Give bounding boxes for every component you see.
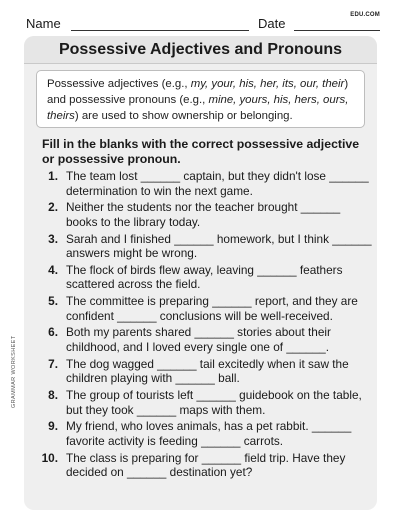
question-text: Both my parents shared ______ stories about their childhood, and I loved every single one of ______.: [66, 325, 331, 355]
question-number: 1.: [48, 169, 58, 183]
question-item[interactable]: [32, 325, 372, 356]
title-bar: [24, 36, 377, 64]
question-item[interactable]: [32, 232, 372, 263]
question-number: 9.: [48, 419, 58, 434]
question-text: The class is preparing for ______ field trip. Have they decided on ______ destination yet?: [66, 450, 346, 480]
question-item[interactable]: [32, 388, 372, 419]
intro-text-2: ) and possessive pronouns (e.g.,: [47, 78, 349, 106]
question-text: Neither the students nor the teacher brought ______ books to the library today.: [66, 200, 341, 229]
intro-text-3: ) are used to show ownership or belonging.: [74, 110, 293, 122]
name-line[interactable]: [71, 30, 249, 31]
question-item[interactable]: [32, 357, 372, 388]
date-line[interactable]: [294, 30, 380, 31]
brand-logo: EDU.COM: [350, 12, 380, 18]
intro-box: [36, 70, 365, 128]
question-text: My friend, who loves animals, has a pet rabbit. ______ favorite activity is feeding ______ carrots.: [66, 419, 352, 448]
question-number: 8.: [48, 388, 58, 403]
question-text: The flock of birds flew away, leaving ______ feathers scattered across the field.: [66, 262, 343, 292]
worksheet-panel: [24, 36, 377, 510]
intro-examples-pronouns: mine, yours, his, hers, ours, theirs: [47, 94, 349, 122]
question-item[interactable]: [32, 419, 372, 450]
name-label: Name: [26, 16, 61, 31]
intro-examples-adjectives: my, your, his, her, its, our, their: [190, 78, 345, 90]
question-item[interactable]: [32, 294, 372, 325]
question-number: 7.: [48, 356, 58, 371]
instructions: Fill in the blanks with the correct possessive adjective or possessive pronoun.: [42, 137, 360, 166]
question-text: The team lost ______ captain, but they didn't lose ______ determination to win the next game.: [66, 169, 369, 198]
question-number: 10.: [41, 450, 58, 465]
question-number: 5.: [48, 294, 58, 309]
page-title: Possessive Adjectives and Pronouns: [58, 41, 343, 58]
question-text: The group of tourists left ______ guidebook on the table, but they took ______ maps with them.: [66, 388, 362, 417]
question-item[interactable]: [32, 200, 372, 231]
header-bar: [26, 10, 380, 32]
question-list: [32, 169, 372, 482]
question-text: The dog wagged ______ tail excitedly when it saw the children playing with ______ ball.: [66, 356, 349, 386]
question-number: 3.: [48, 231, 58, 246]
question-number: 6.: [48, 325, 58, 340]
question-text: Sarah and I finished ______ homework, but I think ______ answers might be wrong.: [66, 231, 372, 261]
question-item[interactable]: [32, 451, 372, 482]
question-number: 4.: [48, 262, 58, 277]
intro-text-1: Possessive adjectives (e.g.,: [47, 78, 191, 90]
question-item[interactable]: [32, 169, 372, 200]
question-text: The committee is preparing ______ report, and they are confident ______ conclusions will be well-received.: [66, 294, 358, 323]
date-label: Date: [258, 16, 286, 31]
question-number: 2.: [48, 200, 58, 215]
side-label: GRAMMAR WORKSHEET: [11, 335, 17, 408]
question-item[interactable]: [32, 263, 372, 294]
